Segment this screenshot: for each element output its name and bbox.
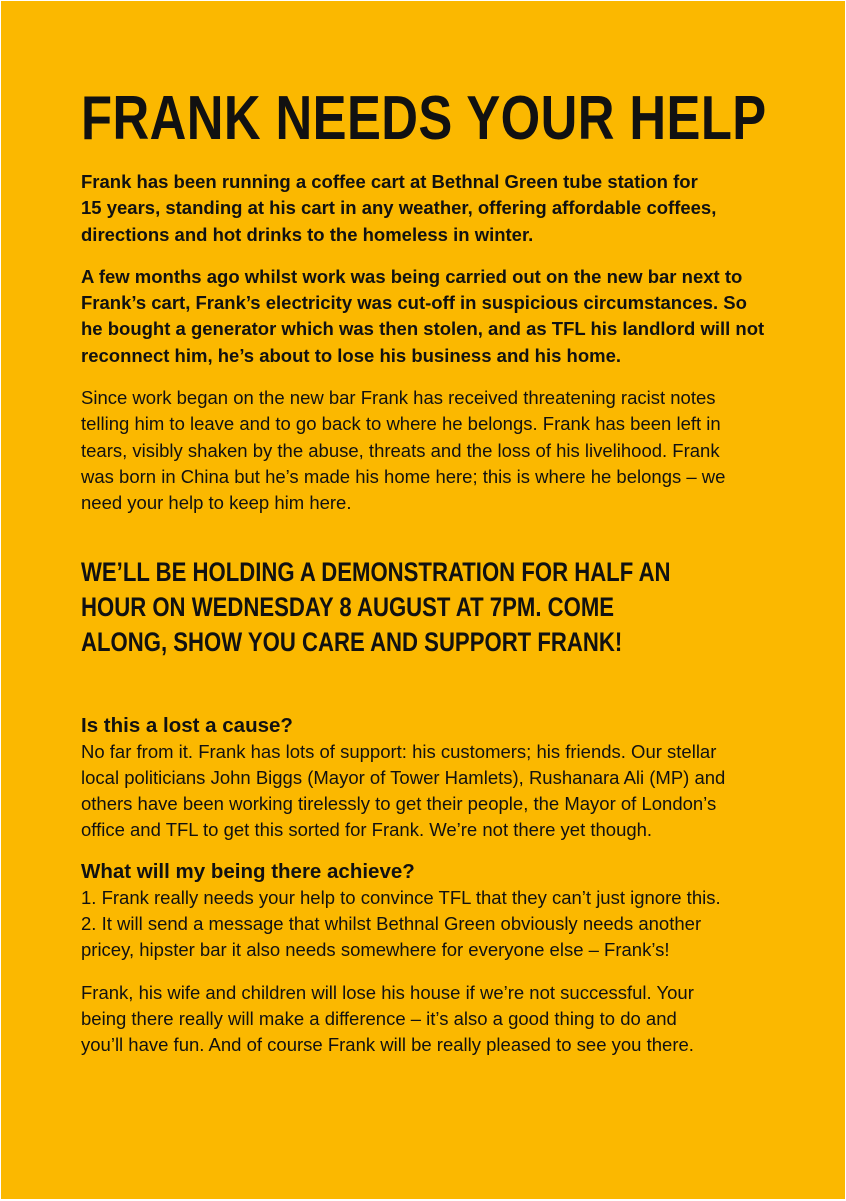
intro-paragraph-1 <box>81 169 771 248</box>
text-line: tears, visibly shaken by the abuse, threats and the loss of his livelihood. Frank <box>81 439 720 461</box>
text-line: directions and hot drinks to the homeless in winter. <box>81 223 534 245</box>
text-line: pricey, hipster bar it also needs somewhere for everyone else – Frank’s! <box>81 939 670 961</box>
text-line: 15 years, standing at his cart in any weather, offering affordable coffees, <box>81 197 717 219</box>
text-line: reconnect him, he’s about to lose his business and his home. <box>81 344 622 366</box>
demonstration-callout <box>81 555 778 660</box>
section-achieve <box>81 858 771 964</box>
closing-paragraph <box>81 980 771 1059</box>
text-line: Frank, his wife and children will lose his house if we’re not successful. Your <box>81 981 694 1003</box>
section-heading: What will my being there achieve? <box>81 859 415 883</box>
flyer-page <box>1 1 845 1199</box>
text-line: you’ll have fun. And of course Frank will be really pleased to see you there. <box>81 1034 694 1056</box>
flyer-content <box>81 83 771 1059</box>
page-title: FRANK NEEDS YOUR HELP <box>81 84 767 153</box>
callout-line: HOUR ON WEDNESDAY 8 AUGUST AT 7PM. COME <box>81 591 615 622</box>
text-line: need your help to keep him here. <box>81 492 352 514</box>
text-line: office and TFL to get this sorted for Frank. We’re not there yet though. <box>81 819 653 841</box>
text-line: Since work began on the new bar Frank has received threatening racist notes <box>81 387 716 409</box>
section-lost-cause <box>81 712 771 844</box>
text-line: A few months ago whilst work was being carried out on the new bar next to <box>81 265 743 287</box>
text-line: Frank’s cart, Frank’s electricity was cut-off in suspicious circumstances. So <box>81 292 747 314</box>
text-line: 1. Frank really needs your help to convince TFL that they can’t just ignore this. <box>81 886 721 908</box>
text-line: telling him to leave and to go back to where he belongs. Frank has been left in <box>81 413 721 435</box>
text-line: Frank has been running a coffee cart at Bethnal Green tube station for <box>81 171 698 192</box>
intro-paragraph-2 <box>81 264 771 369</box>
text-line: he bought a generator which was then stolen, and as TFL his landlord will not <box>81 318 765 340</box>
text-line: was born in China but he’s made his home here; this is where he belongs – we <box>81 465 726 487</box>
intro-paragraph-3 <box>81 385 771 516</box>
text-line: being there really will make a difference – it’s also a good thing to do and <box>81 1007 677 1029</box>
text-line: local politicians John Biggs (Mayor of Tower Hamlets), Rushanara Ali (MP) and <box>81 766 726 788</box>
text-line: 2. It will send a message that whilst Bethnal Green obviously needs another <box>81 913 702 935</box>
callout-line: WE’LL BE HOLDING A DEMONSTRATION FOR HALF AN <box>81 556 671 587</box>
section-heading: Is this a lost a cause? <box>81 713 293 737</box>
text-line: No far from it. Frank has lots of support: his customers; his friends. Our stellar <box>81 740 717 762</box>
callout-line: ALONG, SHOW YOU CARE AND SUPPORT FRANK! <box>81 626 623 657</box>
text-line: others have been working tirelessly to get their people, the Mayor of London’s <box>81 793 717 815</box>
